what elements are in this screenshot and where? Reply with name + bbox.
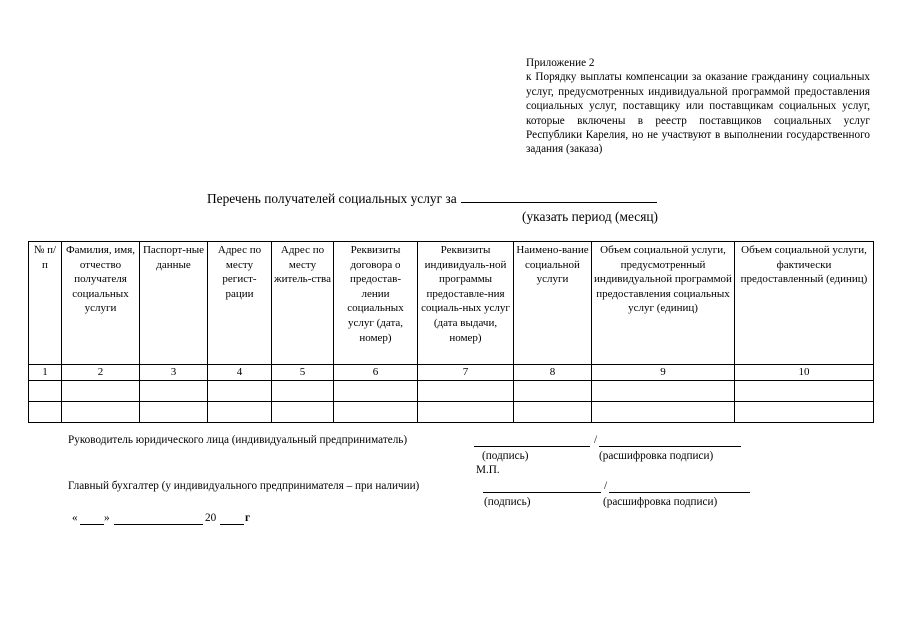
column-number: 1: [29, 365, 62, 381]
table-cell[interactable]: [272, 380, 334, 401]
recipients-table: [28, 241, 874, 423]
page-title-text: Перечень получателей социальных услуг за: [207, 191, 457, 206]
annex-heading: Приложение 2: [526, 57, 595, 69]
table-cell[interactable]: [735, 401, 874, 422]
annex-block: [526, 56, 870, 157]
accountant-signature-line[interactable]: [483, 492, 601, 493]
head-signature-line[interactable]: [474, 446, 590, 447]
table-cell[interactable]: [29, 401, 62, 422]
table-header-row: [29, 242, 874, 365]
header-cell: Наимено-вание социальной услуги: [514, 242, 592, 365]
table-cell[interactable]: [334, 380, 418, 401]
table-row: [29, 401, 874, 422]
table-cell[interactable]: [592, 401, 735, 422]
header-cell: № п/п: [29, 242, 62, 365]
head-label: Руководитель юридического лица (индивидуальный предприниматель): [68, 434, 408, 446]
table-row: [29, 380, 874, 401]
accountant-decoding-hint: (расшифровка подписи): [603, 496, 718, 508]
column-number: 7: [418, 365, 514, 381]
header-cell: Адрес по месту житель-ства: [272, 242, 334, 365]
accountant-label: Главный бухгалтер (у индивидуального предпринимателя – при наличии): [68, 480, 420, 492]
date-month-line[interactable]: [114, 524, 203, 525]
head-signature-hint: (подпись): [482, 450, 529, 462]
head-slash: /: [594, 434, 598, 446]
header-cell: Адрес по месту регист-рации: [208, 242, 272, 365]
column-number: 8: [514, 365, 592, 381]
table-cell[interactable]: [418, 380, 514, 401]
table-cell[interactable]: [140, 401, 208, 422]
column-number: 2: [62, 365, 140, 381]
table-cell[interactable]: [208, 401, 272, 422]
period-blank-line[interactable]: [461, 191, 657, 203]
table-cell[interactable]: [29, 380, 62, 401]
table-cell[interactable]: [514, 380, 592, 401]
date-year-suffix: г: [245, 512, 251, 524]
table-cell[interactable]: [62, 380, 140, 401]
column-number: 10: [735, 365, 874, 381]
header-cell: Объем социальной услуги, фактически предоставленный (единиц): [735, 242, 874, 365]
head-decoding-hint: (расшифровка подписи): [599, 450, 714, 462]
column-number: 5: [272, 365, 334, 381]
column-number: 6: [334, 365, 418, 381]
accountant-slash: /: [604, 480, 608, 492]
header-cell: Паспорт-ные данные: [140, 242, 208, 365]
date-year-prefix: 20: [205, 512, 217, 524]
header-cell: Объем социальной услуги, предусмотренный индивидуальной программой предоставления социальных услуг (единиц): [592, 242, 735, 365]
table-cell[interactable]: [735, 380, 874, 401]
date-year-line[interactable]: [220, 524, 244, 525]
table-number-row: [29, 365, 874, 381]
header-cell: Реквизиты договора о предостав-лении социальных услуг (дата, номер): [334, 242, 418, 365]
annex-text: к Порядку выплаты компенсации за оказание гражданину социальных услуг, предусмотренных индивидуальной программой предоставления социальных услуг, поставщику или поставщикам социальных услуг, которые включены в реестр поставщиков социальных услуг Республики Карелия, но не участвуют в выполнении государственного задания (заказа): [526, 71, 870, 156]
table-cell[interactable]: [62, 401, 140, 422]
table-cell[interactable]: [140, 380, 208, 401]
table-cell[interactable]: [208, 380, 272, 401]
table-cell[interactable]: [418, 401, 514, 422]
date-quote-open: «: [72, 512, 78, 524]
date-day-line[interactable]: [80, 524, 104, 525]
stamp-place: М.П.: [476, 464, 500, 476]
accountant-decoding-line[interactable]: [609, 492, 750, 493]
column-number: 3: [140, 365, 208, 381]
head-decoding-line[interactable]: [599, 446, 741, 447]
header-cell: Реквизиты индивидуаль-ной программы предоставле-ния социаль-ных услуг (дата выдачи, номер): [418, 242, 514, 365]
period-hint: (указать период (месяц): [522, 209, 658, 224]
page-title: [207, 191, 657, 207]
table-cell[interactable]: [592, 380, 735, 401]
table-cell[interactable]: [272, 401, 334, 422]
accountant-signature-hint: (подпись): [484, 496, 531, 508]
column-number: 9: [592, 365, 735, 381]
date-quote-close: »: [104, 512, 110, 524]
table-cell[interactable]: [514, 401, 592, 422]
column-number: 4: [208, 365, 272, 381]
header-cell: Фамилия, имя, отчество получателя социальных услуги: [62, 242, 140, 365]
table-cell[interactable]: [334, 401, 418, 422]
